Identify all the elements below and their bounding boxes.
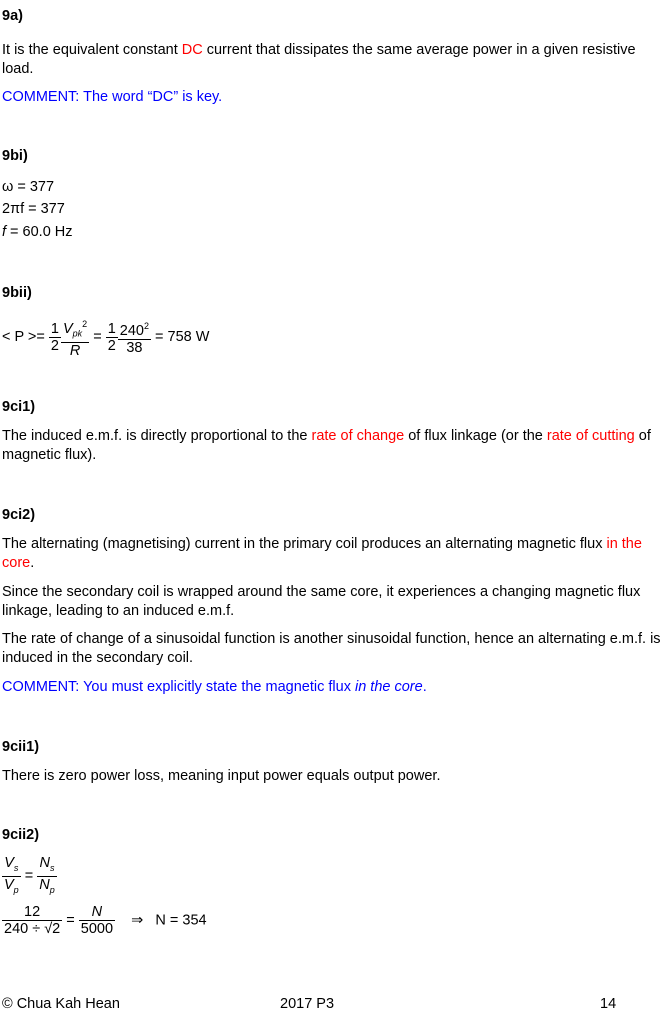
- footer-paper: 2017 P3: [280, 996, 335, 1012]
- heading-9bi: 9bi): [2, 148, 28, 164]
- answer-9a: It is the equivalent constant DC current that dissipates the same average power in a given resistive load.: [2, 42, 636, 77]
- frac-ns-np: $\frac{N_s}{N_p}$: [39, 855, 55, 895]
- answer-9ci2-p2: Since the secondary coil is wrapped around the same core, it experiences a changing magnetic flux linkage, leading to an induced e.m.f.: [2, 584, 641, 619]
- eq-solve-n: $\frac{12}{240 \div √2}$ = $\frac{N}{5000}$ ⇒ N = 354: [4, 904, 207, 937]
- heading-9ci1: 9ci1): [2, 399, 36, 415]
- eq-average-power: < P >= $\frac{1}{2}$ $\frac{V_{pk}^2}{R}$ = $\frac{1}{2}$ $\frac{240^2}{38}$ = 758 W: [2, 316, 209, 359]
- comment-9ci2: COMMENT: You must explicitly state the magnetic flux in the core.: [2, 679, 427, 695]
- heading-9cii1: 9cii1): [2, 739, 40, 755]
- heading-9bii: 9bii): [2, 285, 32, 301]
- eq-omega: ω = 377: [2, 179, 55, 195]
- footer-page-number: 14: [600, 996, 617, 1012]
- comment-9a: COMMENT: The word “DC” is key.: [2, 89, 223, 105]
- answer-9ci2-p1: The alternating (magnetising) current in the primary coil produces an alternating magnetic flux in the core.: [2, 536, 642, 571]
- frac-vpk-r: $\frac{V_{pk}^2}{R}$: [61, 316, 89, 359]
- eq-frequency: f = 60.0 Hz: [2, 224, 73, 240]
- frac-12-over-240: $\frac{12}{240 \div √2}$: [4, 904, 61, 937]
- eq-result: = 758 W: [155, 329, 210, 346]
- answer-9cii1: There is zero power loss, meaning input power equals output power.: [2, 768, 441, 784]
- eq-turns-ratio: $\frac{V_s}{V_p}$ = $\frac{N_s}{N_p}$: [2, 855, 57, 898]
- frac-vs-vp: $\frac{V_s}{V_p}$: [4, 855, 19, 895]
- eq-2pif: 2πf = 377: [2, 201, 65, 217]
- frac-half: $\frac{1}{2}$: [50, 320, 59, 354]
- implies-arrow-icon: ⇒: [131, 912, 144, 929]
- heading-9cii2: 9cii2): [2, 827, 40, 843]
- answer-9ci2-p3: The rate of change of a sinusoidal function is another sinusoidal function, hence an alternating e.m.f. is induced in the secondary coil.: [2, 631, 661, 666]
- heading-9a: 9a): [2, 8, 23, 24]
- heading-9ci2: 9ci2): [2, 507, 36, 523]
- footer-author: © Chua Kah Hean: [2, 996, 120, 1012]
- answer-9ci1: The induced e.m.f. is directly proportional to the rate of change of flux linkage (or the rate of cutting of magnetic flux).: [2, 428, 651, 463]
- frac-240-38: $\frac{240^2}{38}$: [118, 318, 151, 356]
- frac-half-2: $\frac{1}{2}$: [107, 320, 116, 354]
- frac-n-over-5000: $\frac{N}{5000}$: [80, 904, 114, 937]
- eq-answer: N = 354: [155, 912, 207, 929]
- eq-lhs: < P >=: [2, 329, 45, 346]
